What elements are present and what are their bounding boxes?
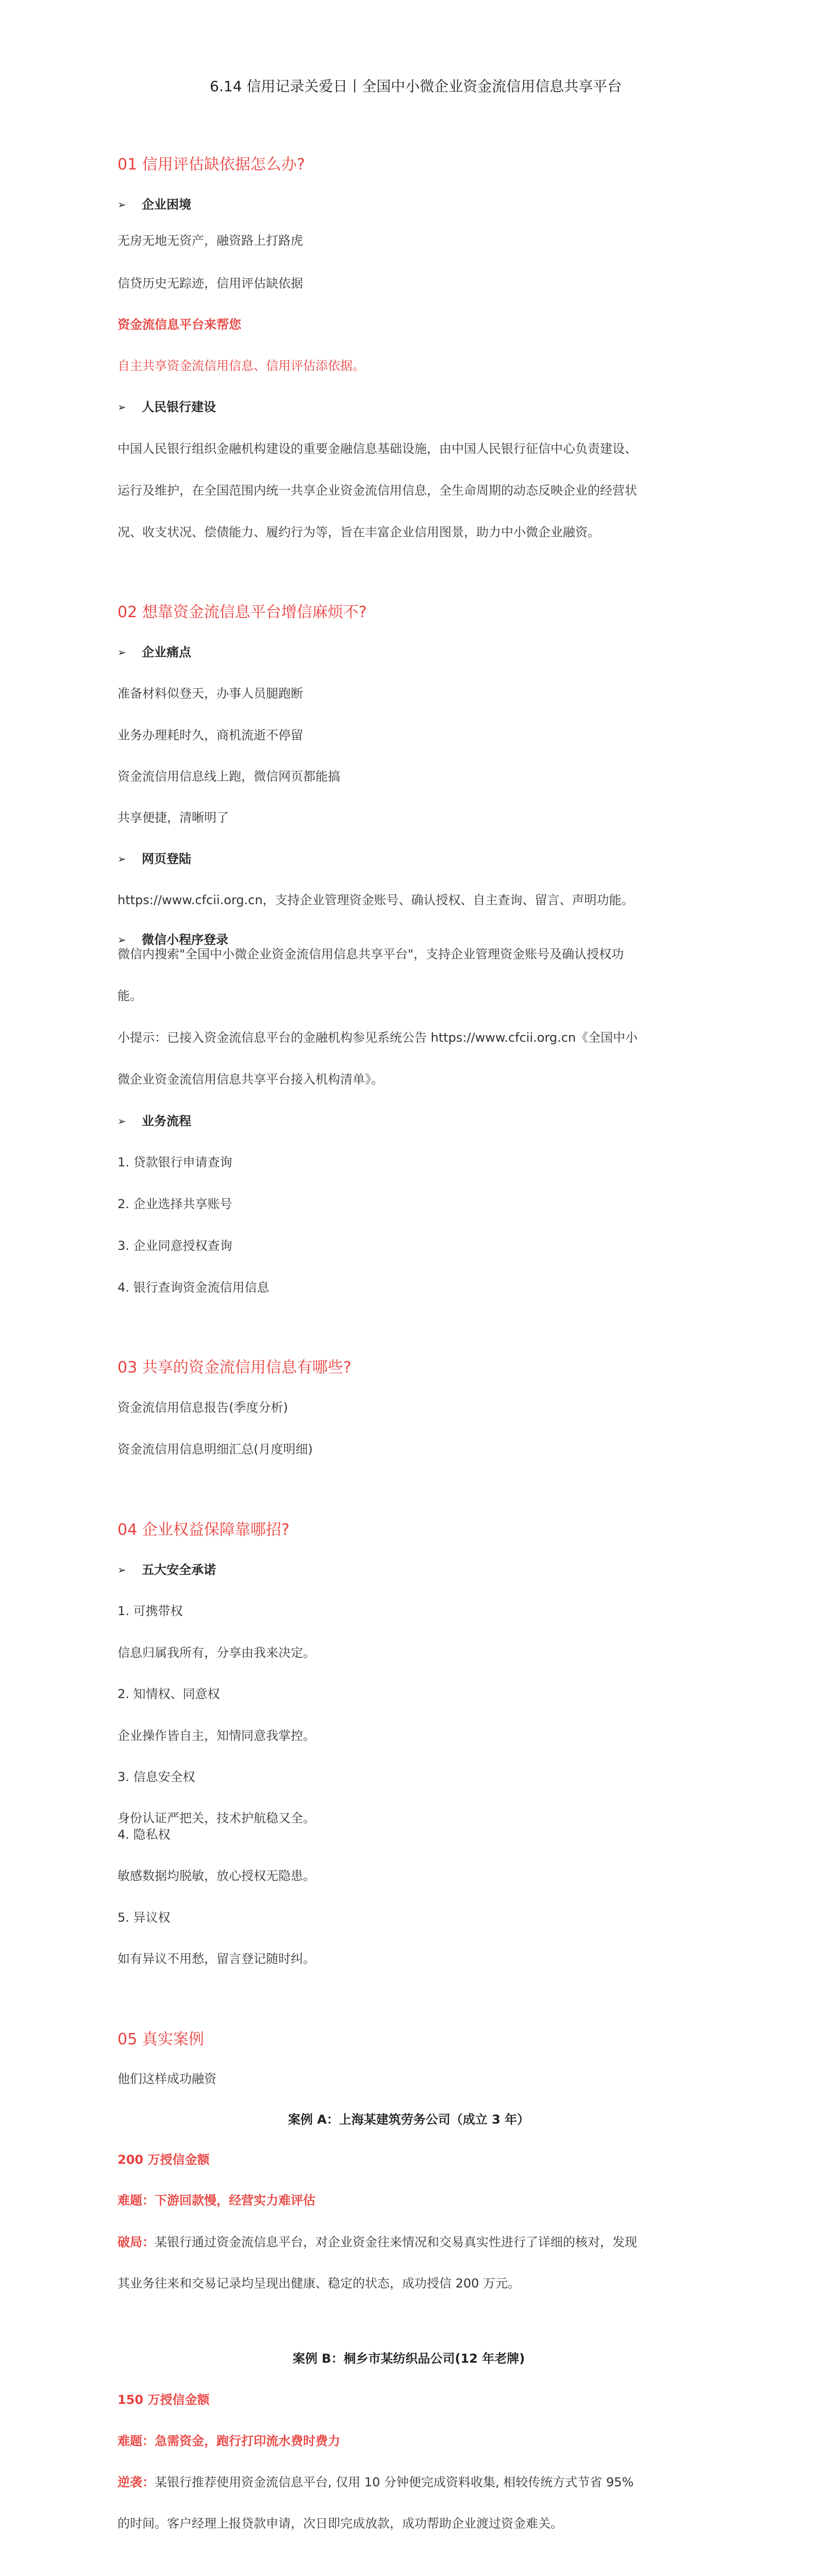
section-02-sub-2: 网页登陆 [142, 852, 191, 866]
case-b-label: 逆袭： [118, 2475, 155, 2489]
section-01-text-2: 信贷历史无踪迹，信用评估缺依据 [118, 276, 303, 291]
section-01-para-line-2: 运行及维护，在全国范围内统一共享企业资金流信用信息，全生命周期的动态反映企业的经营状 [118, 483, 637, 498]
case-a-amount: 200 万授信金额 [118, 2153, 210, 2167]
process-step: 4. 银行查询资金流信用信息 [118, 1280, 270, 1295]
section-02-tip-line-2: 微企业资金流信用信息共享平台接入机构清单》。 [118, 1072, 383, 1087]
section-04-sub-1: 五大安全承诺 [142, 1563, 216, 1577]
section-02-wechat-line-2: 能。 [118, 989, 142, 1003]
case-a-title: 案例 A：上海某建筑劳务公司（成立 3 年） [288, 2112, 530, 2127]
section-04-heading: 04 企业权益保障靠哪招? [118, 1521, 290, 1539]
section-01-para-line-1: 中国人民银行组织金融机构建设的重要金融信息基础设施，由中国人民银行征信中心负责建设、 [118, 442, 637, 456]
section-02-text-2: 业务办理耗时久，商机流逝不停留 [118, 728, 303, 742]
process-step: 2. 企业选择共享账号 [118, 1197, 232, 1211]
right-item: 4. 隐私权 [118, 1827, 171, 1842]
case-b-difficulty: 难题：急需资金，跑行打印流水费时费力 [118, 2434, 340, 2448]
right-item: 5. 异议权 [118, 1910, 171, 1925]
section-02-text-4: 共享便捷，清晰明了 [118, 810, 229, 825]
section-05-heading: 05 真实案例 [118, 2030, 204, 2048]
section-05-intro: 他们这样成功融资 [118, 2072, 216, 2086]
right-item: 2. 知情权、同意权 [118, 1687, 220, 1701]
right-item-desc: 如有异议不用愁，留言登记随时纠。 [118, 1952, 315, 1966]
section-02-sub-4: 业务流程 [142, 1114, 191, 1128]
section-02-wechat-line-1: 微信内搜索"全国中小微企业资金流信用信息共享平台"，支持企业管理资金账号及确认授权功 [118, 947, 624, 961]
arrow-bullet-icon: ➢ [118, 401, 126, 413]
section-02-web-login-text: https://www.cfcii.org.cn，支持企业管理资金账号、确认授权、自主查询、留言、声明功能。 [118, 893, 634, 907]
arrow-bullet-icon: ➢ [118, 1564, 126, 1576]
arrow-bullet-icon: ➢ [118, 646, 126, 658]
section-01-sub-2: 人民银行建设 [142, 400, 216, 414]
section-03-text-2: 资金流信用信息明细汇总(月度明细) [118, 1442, 313, 1456]
section-02-tip-line-1: 小提示：已接入资金流信息平台的金融机构参见系统公告 https://www.cfcii.org.cn《全国中小 [118, 1030, 638, 1045]
case-a-text-2: 其业务往来和交易记录均呈现出健康、稳定的状态，成功授信 200 万元。 [118, 2276, 521, 2291]
section-02-sub-3: 微信小程序登录 [142, 933, 228, 947]
section-01-para-line-3: 况、收支状况、偿债能力、履约行为等，旨在丰富企业信用图景，助力中小微企业融资。 [118, 525, 600, 539]
right-item-desc: 信息归属我所有，分享由我来决定。 [118, 1646, 315, 1660]
section-02-text-1: 准备材料似登天，办事人员腿跑断 [118, 686, 303, 701]
right-item-desc: 敏感数据均脱敏，放心授权无隐患。 [118, 1869, 315, 1883]
section-01-heading: 01 信用评估缺依据怎么办? [118, 156, 305, 174]
right-item: 1. 可携带权 [118, 1604, 183, 1618]
case-b-amount: 150 万授信金额 [118, 2393, 210, 2407]
right-item: 3. 信息安全权 [118, 1770, 195, 1784]
right-item-desc: 身份认证严把关，技术护航稳又全。 [118, 1811, 315, 1825]
document-title: 6.14 信用记录关爱日丨全国中小微企业资金流信用信息共享平台 [210, 78, 622, 95]
case-b-text-1 [118, 2474, 633, 2490]
case-b-text-2: 的时间。客户经理上报贷款申请，次日即完成放款，成功帮助企业渡过资金难关。 [118, 2516, 563, 2531]
case-a-difficulty: 难题：下游回款慢，经营实力难评估 [118, 2193, 315, 2208]
process-step: 1. 贷款银行申请查询 [118, 1155, 232, 1170]
section-02-heading: 02 想靠资金流信息平台增信麻烦不? [118, 603, 367, 621]
right-item-desc: 企业操作皆自主，知情同意我掌控。 [118, 1728, 315, 1743]
section-03-heading: 03 共享的资金流信用信息有哪些? [118, 1359, 352, 1377]
arrow-bullet-icon: ➢ [118, 198, 126, 211]
case-a-text: 某银行通过资金流信息平台，对企业资金往来情况和交易真实性进行了详细的核对，发现 [155, 2235, 637, 2249]
section-02-text-3: 资金流信用信息线上跑，微信网页都能搞 [118, 769, 340, 784]
section-02-sub-1: 企业痛点 [142, 645, 191, 659]
case-a-text-1 [118, 2234, 637, 2250]
arrow-bullet-icon: ➢ [118, 1115, 126, 1127]
arrow-bullet-icon: ➢ [118, 853, 126, 865]
section-01-text-1: 无房无地无资产，融资路上打路虎 [118, 233, 303, 248]
case-b-text: 某银行推荐使用资金流信息平台, 仅用 10 分钟便完成资料收集, 相较传统方式节省 95% [155, 2475, 634, 2489]
section-01-highlight-1: 资金流信息平台来帮您 [118, 317, 241, 332]
case-a-label: 破局： [118, 2235, 155, 2249]
case-b-title: 案例 B：桐乡市某纺织品公司(12 年老牌) [292, 2351, 525, 2366]
section-01-highlight-2: 自主共享资金流信用信息、信用评估添依据。 [118, 359, 365, 373]
section-03-text-1: 资金流信用信息报告(季度分析) [118, 1400, 288, 1415]
process-step: 3. 企业同意授权查询 [118, 1239, 232, 1253]
section-01-sub-1: 企业困境 [142, 197, 191, 212]
arrow-bullet-icon: ➢ [118, 934, 126, 946]
